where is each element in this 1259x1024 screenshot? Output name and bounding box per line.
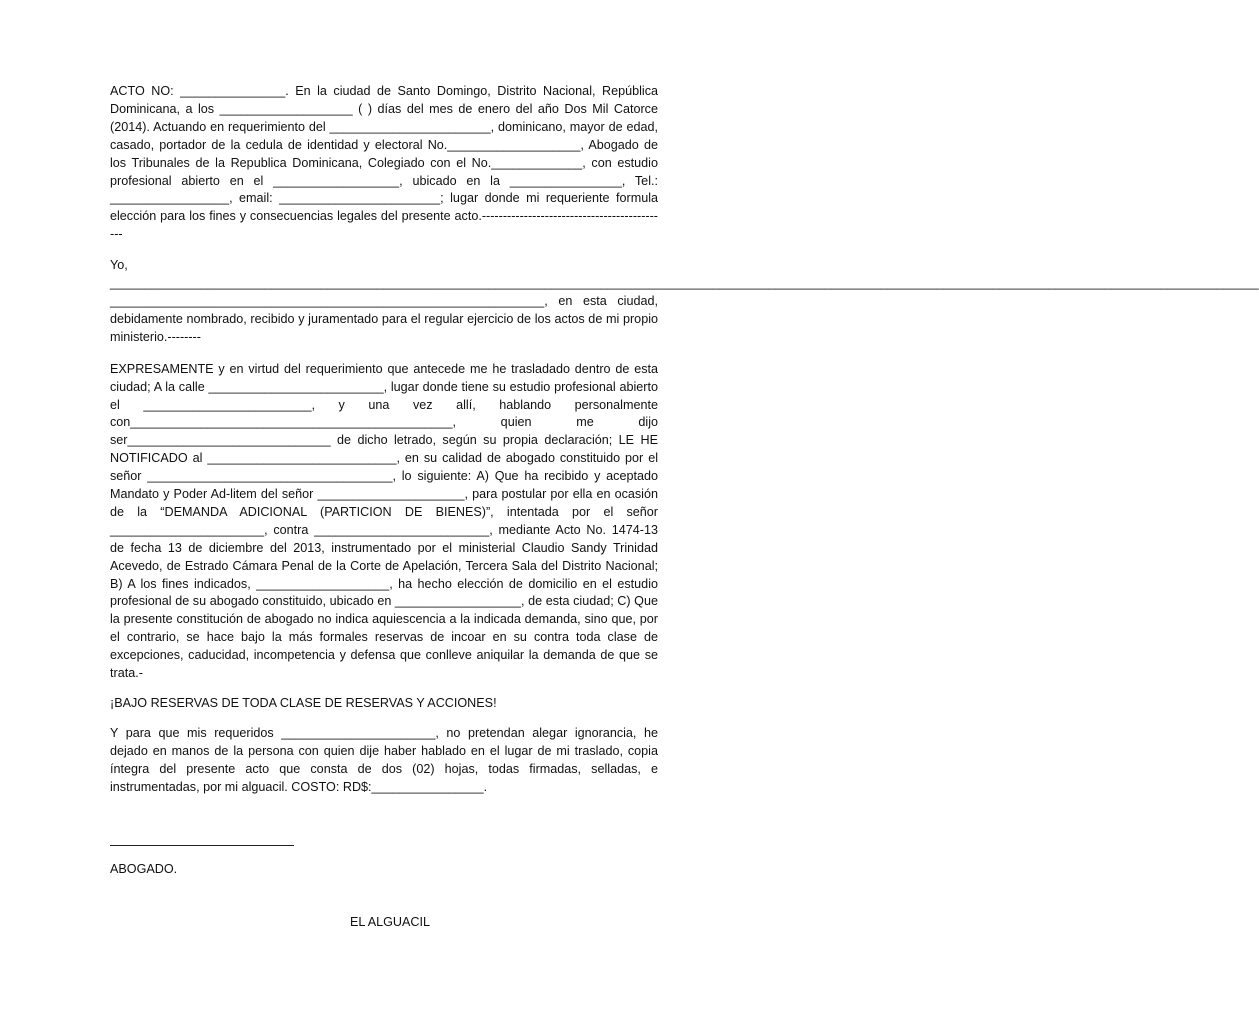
spacer (110, 347, 658, 361)
paragraph-yo: Yo, ____________________________________________________________________________________________________________________________________________________________________ ______________________________________________________________, en esta ciudad, debidamente nombrado, recibido y juramentado para el regular ejercicio de los actos de mi propio ministerio.-------- (110, 258, 1259, 344)
footer-label: EL ALGUACIL (349, 915, 431, 929)
paragraph-acto: ACTO NO: _______________. En la ciudad de Santo Domingo, Distrito Nacional, República Dominicana, a los ___________________ ( ) días del mes de enero del año Dos Mil Catorce (2014). Actuando en requerimiento del _______________________, dominicano, mayor de edad, casado, portador de la cedula de identidad y electoral No.___________________, Abogado de los Tribunales de la Republica Dominicana, Colegiado con el No._____________, con estudio profesional abierto en el __________________, ubicado en la ________________, Tel.: _________________, email: _______________________; lugar donde mi requeriente formula elección para los fines y consecuencias legales del presente acto.--------------------------------------------- (110, 84, 658, 242)
signature-label: ABOGADO. (110, 861, 178, 876)
paragraph-expresamente: EXPRESAMENTE y en virtud del requerimiento que antecede me he trasladado dentro de esta ciudad; A la calle _________________________, lugar donde tiene su estudio profesional abierto el ________________________, y una vez allí, hablando personalmente con______________________________________________, quien me dijo ser_____________________________ de dicho letrado, según su propia declaración; LE HE NOTIFICADO al ___________________________, en su calidad de abogado constituido por el señor ___________________________________, lo siguiente: A) Que ha recibido y aceptado Mandato y Poder Ad-litem del señor _____________________, para postular por ella en ocasión de la “DEMANDA ADICIONAL (PARTICION DE BIENES)”, intentada por el señor ______________________, contra _________________________, mediante Acto No. 1474-13 de fecha 13 de diciembre del 2013, instrumentado por el ministerial Claudio Sandy Trinidad Acevedo, de Estrado Cámara Penal de la Corte de Apelación, Tercera Sala del Distrito Nacional; B) A los fines indicados, ___________________, ha hecho elección de domicilio en el estudio profesional de su abogado constituido, ubicado en __________________, de esta ciudad; C) Que la presente constitución de abogado no indica aquiescencia a la indicada demanda, sino que, por el contrario, se hace bajo la más formales reservas de incoar en su contra toda clase de excepciones, caducidad, incompetencia y defensa que conlleve aniquilar la demanda de que se trata.- (110, 361, 658, 681)
paragraph-reservas: ¡BAJO RESERVAS DE TODA CLASE DE RESERVAS Y ACCIONES! (110, 696, 497, 710)
spacer (110, 683, 658, 695)
spacer (110, 713, 658, 725)
signature-line (110, 845, 294, 846)
spacer (110, 244, 658, 257)
paragraph-requeridos: Y para que mis requeridos ______________________, no pretendan alegar ignorancia, he dejado en manos de la persona con quien dije haber hablado en el lugar de mi traslado, copia íntegra del presente acto que consta de dos (02) hojas, todas firmadas, selladas, e instrumentadas, por mi alguacil. COSTO: RD$:________________. (110, 725, 658, 794)
